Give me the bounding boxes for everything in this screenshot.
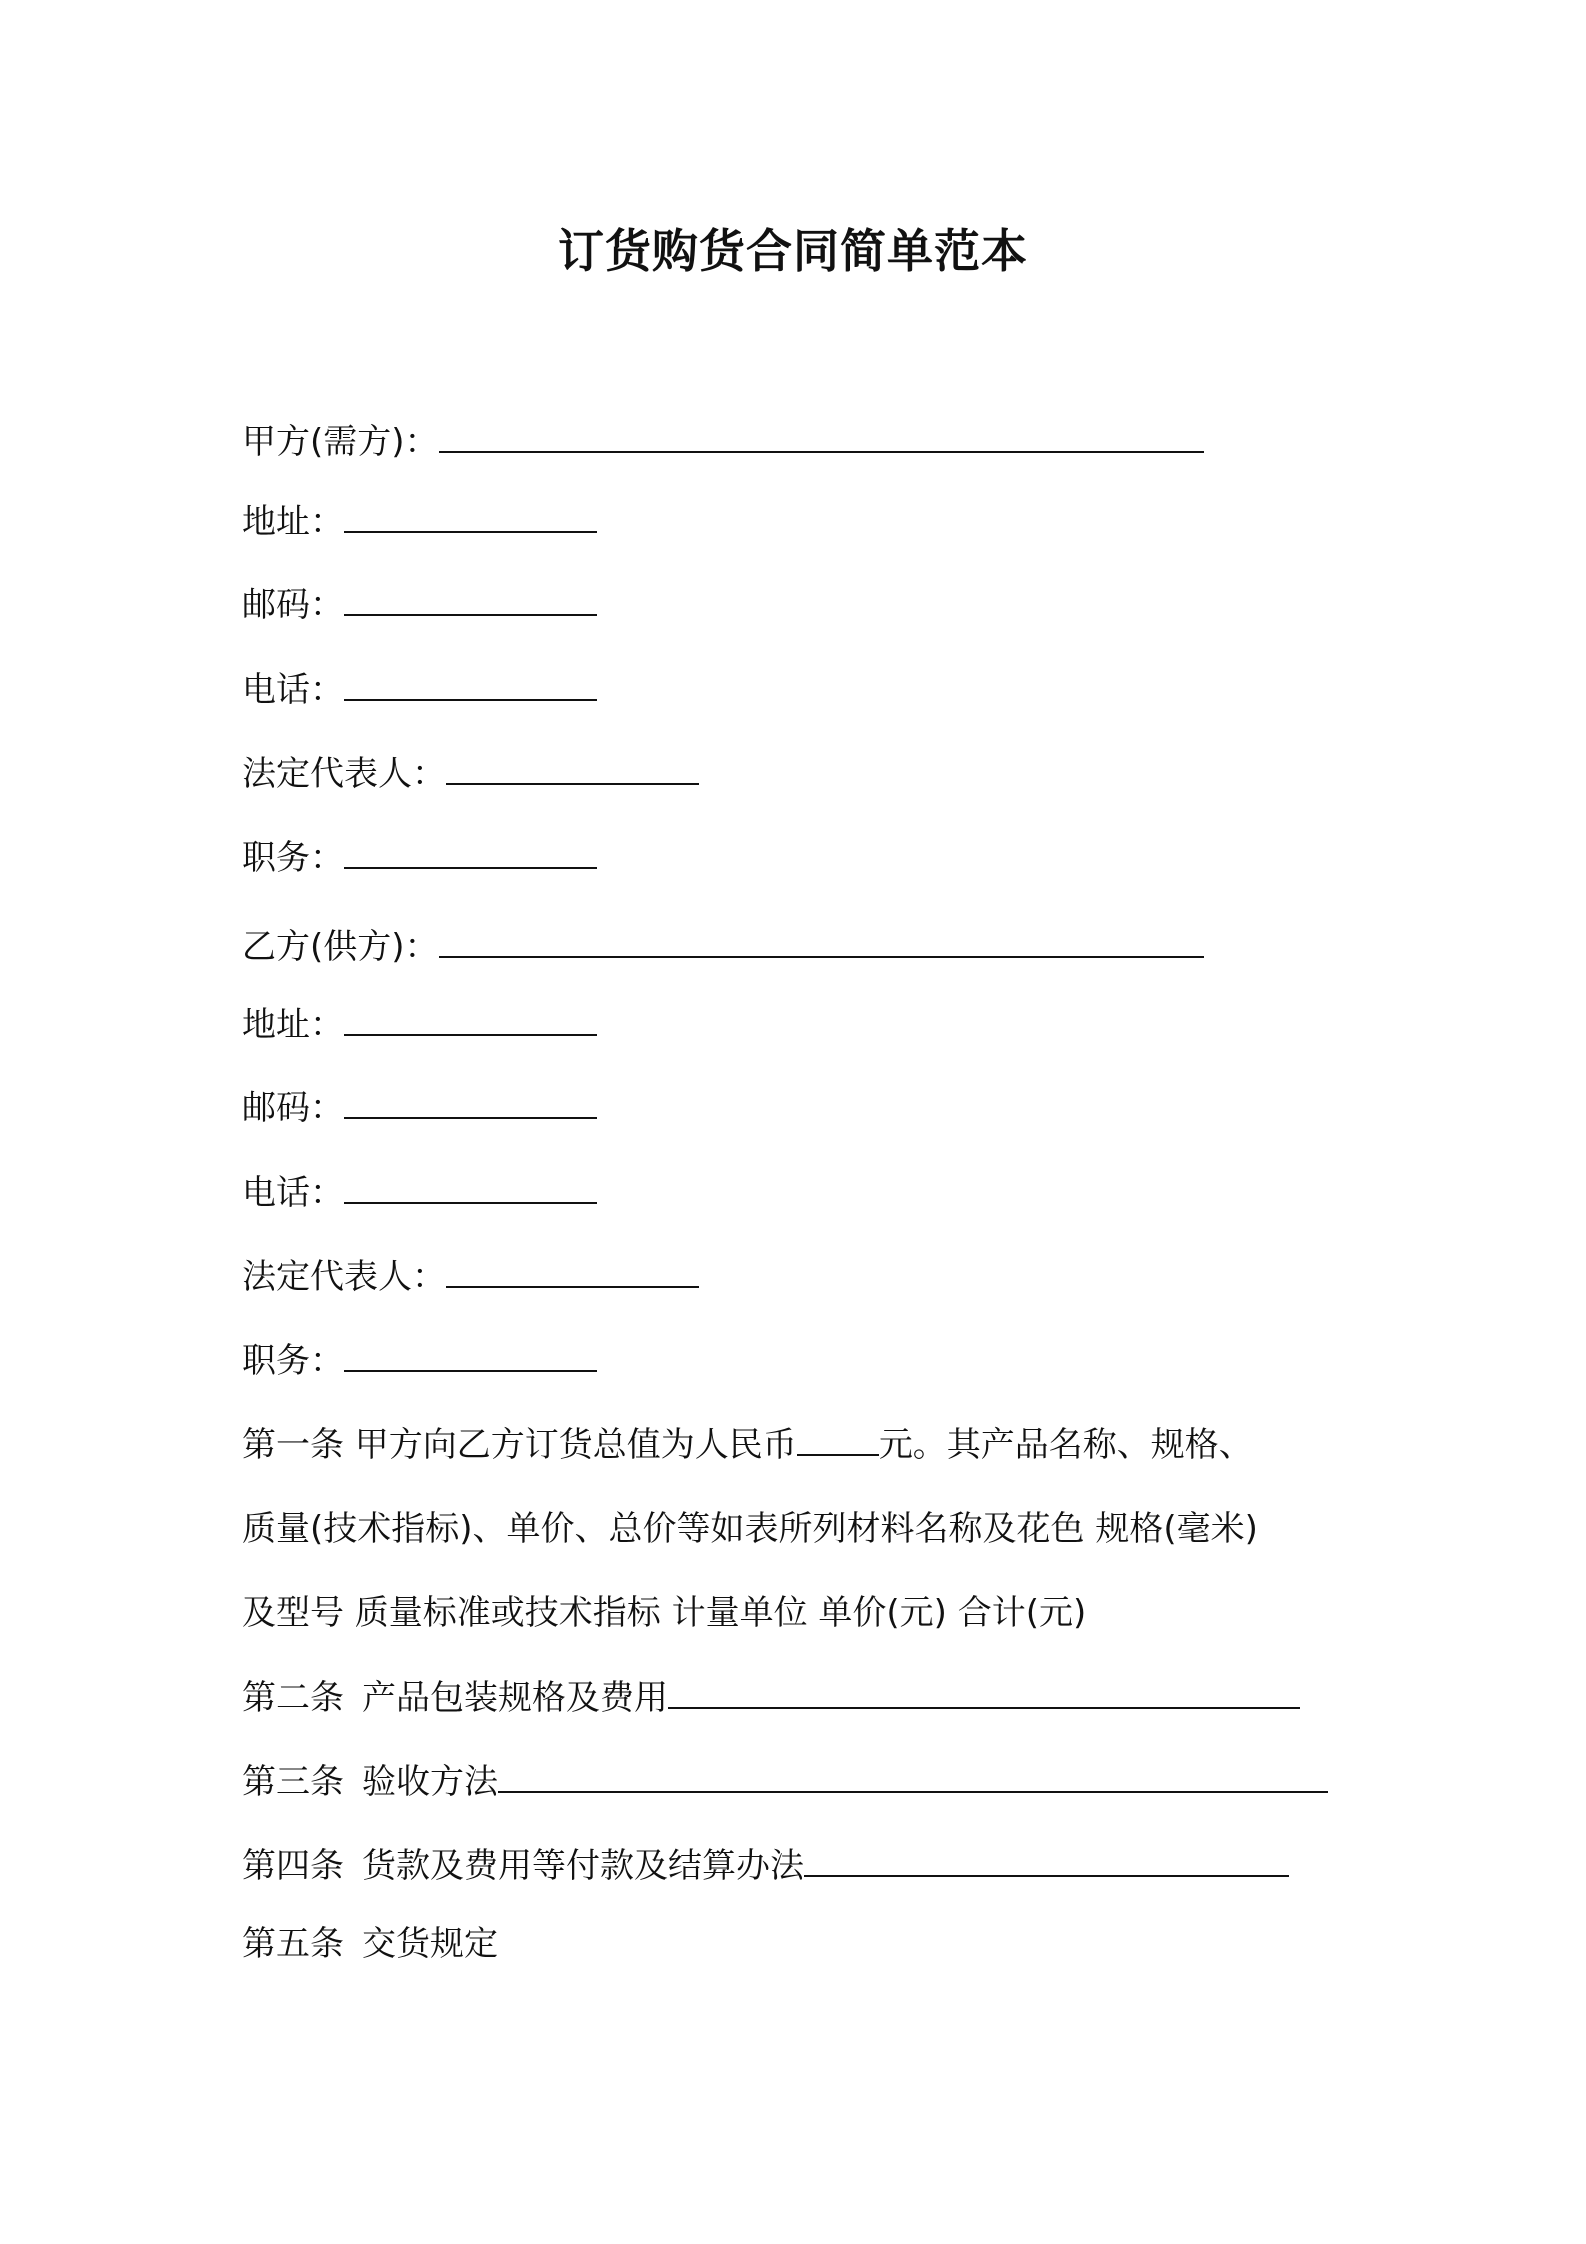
article-4-line (242, 1844, 1289, 1888)
article-2-number: 第二条 (242, 1678, 344, 1718)
party-b-postcode-label: 邮码： (242, 1088, 344, 1128)
party-b-address-line (242, 1003, 597, 1047)
party-a-address-label: 地址： (242, 502, 344, 542)
party-b-position-line (242, 1339, 597, 1383)
article-2-line (242, 1676, 1300, 1720)
article-3-number: 第三条 (242, 1762, 344, 1802)
article-1-line-3-text: 及型号 质量标准或技术指标 计量单位 单价(元) 合计(元) (242, 1593, 1087, 1633)
party-a-phone-label: 电话： (242, 670, 344, 710)
document-title: 订货购货合同简单范本 (558, 224, 1028, 278)
party-b-legal-rep-blank[interactable] (446, 1256, 699, 1288)
party-a-legal-rep-blank[interactable] (446, 753, 699, 785)
article-5-text: 交货规定 (362, 1924, 498, 1964)
party-b-phone-blank[interactable] (344, 1172, 597, 1204)
article-1-amount-blank[interactable] (797, 1424, 879, 1456)
article-2-blank[interactable] (668, 1677, 1300, 1709)
party-b-position-blank[interactable] (344, 1340, 597, 1372)
article-1-line-2 (242, 1507, 1258, 1551)
party-a-postcode-label: 邮码： (242, 585, 344, 625)
article-5-line (242, 1922, 498, 1966)
party-b-address-blank[interactable] (344, 1004, 597, 1036)
party-a-legal-rep-label: 法定代表人： (242, 754, 446, 794)
article-4-number: 第四条 (242, 1846, 344, 1886)
article-3-text: 验收方法 (362, 1762, 498, 1802)
party-b-phone-label: 电话： (242, 1173, 344, 1213)
article-3-line (242, 1760, 1328, 1804)
party-a-postcode-line (242, 583, 597, 627)
article-3-blank[interactable] (498, 1761, 1328, 1793)
article-1-part-1: 第一条 甲方向乙方订货总值为人民币 (242, 1425, 797, 1465)
party-b-phone-line (242, 1171, 597, 1215)
party-a-position-line (242, 836, 597, 880)
party-b-position-label: 职务： (242, 1341, 344, 1381)
article-1-line-3 (242, 1591, 1086, 1635)
party-a-position-label: 职务： (242, 838, 344, 878)
party-a-phone-blank[interactable] (344, 669, 597, 701)
party-a-address-line (242, 500, 597, 544)
party-a-legal-rep-line (242, 752, 699, 796)
party-b-address-label: 地址： (242, 1005, 344, 1045)
article-1-line-1 (242, 1423, 1253, 1467)
party-a-line (242, 420, 1204, 464)
party-b-legal-rep-label: 法定代表人： (242, 1257, 446, 1297)
party-a-label: 甲方(需方)： (242, 422, 439, 462)
article-4-text: 货款及费用等付款及结算办法 (362, 1846, 804, 1886)
article-4-blank[interactable] (804, 1845, 1289, 1877)
party-b-label: 乙方(供方)： (242, 927, 439, 967)
party-a-phone-line (242, 668, 597, 712)
party-b-postcode-blank[interactable] (344, 1087, 597, 1119)
party-b-legal-rep-line (242, 1255, 699, 1299)
party-b-line (242, 925, 1204, 969)
party-a-address-blank[interactable] (344, 501, 597, 533)
party-a-position-blank[interactable] (344, 837, 597, 869)
party-a-blank[interactable] (439, 421, 1204, 453)
article-1-part-2: 元。其产品名称、规格、 (878, 1425, 1253, 1465)
article-5-number: 第五条 (242, 1924, 344, 1964)
party-b-postcode-line (242, 1086, 597, 1130)
party-b-blank[interactable] (439, 926, 1204, 958)
article-2-text: 产品包装规格及费用 (362, 1678, 668, 1718)
party-a-postcode-blank[interactable] (344, 584, 597, 616)
article-1-line-2-text: 质量(技术指标)、单价、总价等如表所列材料名称及花色 规格(毫米) (242, 1509, 1258, 1549)
